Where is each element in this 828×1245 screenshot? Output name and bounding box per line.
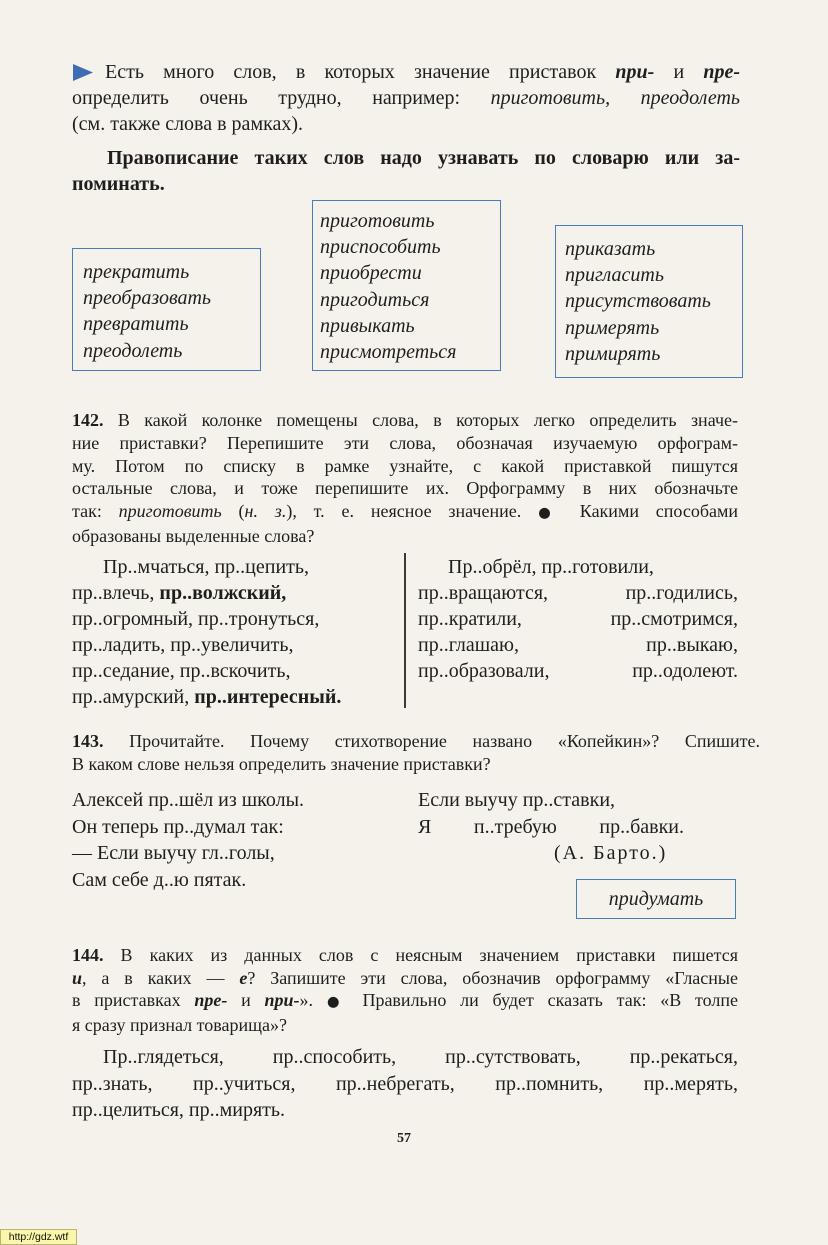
prefix-example-pri: при- — [264, 990, 300, 1011]
task-text: В каких из данных слов с неясным значением приставки пишется — [103, 945, 738, 965]
task-text: и — [227, 990, 265, 1011]
task-line — [72, 730, 760, 753]
intro-paragraph — [72, 59, 740, 137]
intro-line — [72, 59, 740, 85]
box-word: присмотреться — [320, 341, 457, 364]
page-number: 57 — [397, 1131, 411, 1146]
task-text: В каком слове нельзя определить значение приставки? — [72, 753, 491, 774]
poem-line: — Если выучу гл..голы, — [72, 842, 275, 864]
prefix-example-pre: пре- — [703, 61, 740, 83]
play-triangle-icon — [72, 63, 94, 82]
box-word: приспособить — [320, 236, 441, 259]
task-text: остальные слова, и тоже перепишите их. Орфограмму в них обозначьте — [72, 478, 738, 499]
task-line — [72, 500, 738, 525]
prefix-example-pri: при- — [615, 61, 655, 83]
exercise-142-right-column — [418, 554, 738, 684]
word-line: пр..образовали, пр..одолеют. — [418, 660, 738, 682]
word-line: пр..кратили, пр..смотримся, — [418, 608, 738, 630]
exercise-144-words — [72, 1044, 738, 1124]
word-line — [72, 684, 392, 710]
letter-i: и — [72, 967, 83, 988]
rule-line: поминать. — [72, 173, 165, 195]
task-line — [72, 944, 738, 967]
intro-line — [72, 85, 740, 111]
box-word: присутствовать — [565, 290, 711, 313]
intro-text: и — [654, 61, 704, 83]
word-line: пр..знать, пр..учиться, пр..небрегать, пр..помнить, пр..мерять, — [72, 1072, 738, 1095]
intro-text: Есть много слов, в которых значение приставок — [105, 61, 616, 83]
intro-text: определить очень трудно, например: — [72, 87, 491, 109]
task-text: Правильно ли будет сказать так: «В толпе — [348, 990, 738, 1011]
word-text: пр..седание, пр..вскочить, — [72, 660, 291, 682]
example-word: приготовить — [118, 501, 222, 522]
spelling-rule — [72, 145, 740, 197]
task-text: образованы выделенные слова? — [72, 525, 315, 546]
poem-right-stanza — [418, 787, 684, 840]
highlighted-word: пр..интересный. — [194, 686, 342, 708]
exercise-144-task — [72, 944, 738, 1037]
box-word: приготовить — [320, 210, 435, 232]
word-line: пр..целиться, пр..мирять. — [72, 1099, 286, 1121]
word-line — [72, 580, 392, 606]
letter-e: е — [239, 967, 248, 988]
poem-line: Алексей пр..шёл из школы. — [72, 789, 305, 811]
box-word: примерять — [565, 316, 660, 339]
word-line: пр..глашаю, пр..выкаю, — [418, 634, 738, 656]
task-text: в приставках — [72, 990, 195, 1011]
poem-line: Сам себе д..ю пятак. — [72, 868, 247, 891]
box-word: превратить — [83, 313, 189, 336]
box-word: пригласить — [565, 264, 664, 287]
box-word: приказать — [565, 238, 656, 260]
exercise-142-task — [72, 409, 738, 548]
word-line: Пр..обрёл, пр..готовили, — [448, 556, 654, 578]
task-text: Какими способами — [562, 501, 739, 522]
prefix-example-pre: пре- — [194, 990, 228, 1011]
watermark: http://gdz.wtf — [0, 1229, 77, 1245]
poem-author: (А. Барто.) — [554, 842, 668, 864]
task-text: В какой колонке помещены слова, в которых легко определить значе- — [103, 410, 738, 430]
task-line — [72, 409, 738, 432]
word-text: пр..амурский, — [72, 686, 195, 708]
abbreviation: н. з. — [244, 501, 287, 522]
box-word: привыкать — [320, 314, 415, 337]
poem-left-stanza — [72, 787, 392, 893]
word-line — [72, 632, 392, 658]
word-line — [72, 658, 392, 684]
task-text: ». — [299, 990, 327, 1011]
exercise-number: 142. — [72, 410, 104, 430]
task-text: ние приставки? Перепишите эти слова, обозначая изучаемую орфограм- — [72, 432, 738, 453]
bullet-icon: ● — [538, 505, 563, 522]
task-text: я сразу признал товарища»? — [72, 1015, 287, 1036]
task-text: Прочитайте. Почему стихотворение названо «Копейкин»? Спишите. — [103, 731, 760, 751]
word-line — [72, 554, 392, 580]
word-line: пр..вращаются, пр..годились, — [418, 582, 738, 604]
rule-line: Правописание таких слов надо узнавать по словарю или за- — [107, 147, 740, 169]
exercise-142-left-column — [72, 554, 392, 710]
task-line — [72, 455, 738, 478]
task-line — [72, 432, 738, 455]
task-line — [72, 753, 760, 776]
task-line — [72, 477, 738, 500]
task-text: ), т. е. неясное значение. — [286, 501, 539, 522]
task-line — [72, 1014, 738, 1037]
box-word: преобразовать — [83, 287, 212, 310]
task-text: му. Потом по списку в рамке узнайте, с какой приставкой пишутся — [72, 455, 738, 476]
word-box-pri-right — [555, 225, 743, 378]
task-text: , а в каких — — [82, 967, 240, 988]
task-text: ( — [221, 501, 245, 522]
word-line: Пр..глядеться, пр..способить, пр..сутствовать, пр..рекаться, — [103, 1046, 738, 1068]
word-box-pri-middle — [312, 200, 501, 371]
example-words: приготовить, преодолеть — [490, 87, 740, 109]
poem-line: Я п..требую пр..бавки. — [418, 815, 684, 838]
box-word: преодолеть — [83, 339, 183, 362]
word-box-pre — [72, 248, 261, 371]
exercise-143-task — [72, 730, 760, 776]
intro-text: (см. также слова в рамках). — [72, 113, 304, 135]
task-text: ? Запишите эти слова, обозначив орфограмму «Гласные — [247, 967, 738, 988]
word-text: пр..влечь, — [72, 582, 160, 604]
intro-line — [72, 111, 740, 137]
task-line — [72, 989, 738, 1014]
highlighted-word: пр..волжский, — [159, 582, 287, 604]
task-line — [72, 967, 738, 990]
bullet-icon: ● — [326, 994, 349, 1011]
word-text: Пр..мчаться, пр..цепить, — [103, 556, 310, 578]
exercise-number: 143. — [72, 731, 104, 751]
poem-line: Если выучу пр..ставки, — [418, 789, 616, 811]
box-word: придумать — [608, 888, 704, 910]
word-text: пр..ладить, пр..увеличить, — [72, 634, 294, 656]
box-word: прекратить — [83, 261, 190, 283]
poem-line: Он теперь пр..думал так: — [72, 815, 284, 838]
task-text: так: — [72, 501, 119, 522]
exercise-number: 144. — [72, 945, 104, 965]
box-word: пригодиться — [320, 288, 430, 311]
word-line — [72, 606, 392, 632]
word-text: пр..огромный, пр..тронуться, — [72, 608, 320, 630]
box-word: приобрести — [320, 262, 422, 285]
column-divider — [404, 553, 406, 708]
box-word: примирять — [565, 342, 661, 365]
word-box-pridumat — [576, 879, 736, 919]
task-line — [72, 525, 738, 548]
